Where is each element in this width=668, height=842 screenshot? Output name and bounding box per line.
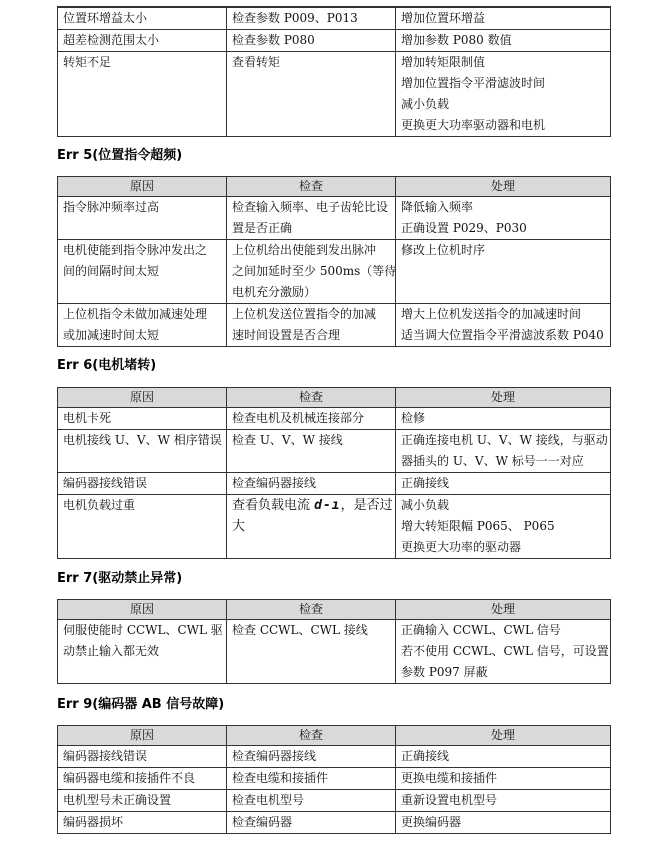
table-row	[58, 768, 611, 790]
header-cause: 原因	[58, 726, 227, 746]
cause-cell: 位置环增益太小	[58, 7, 227, 30]
header-cause: 原因	[58, 388, 227, 408]
check-cell: 检查电机及机械连接部分	[227, 408, 396, 430]
check-cell: 查看负载电流 d-ı，是否过 大	[227, 495, 396, 559]
cause-cell: 电机负载过重	[58, 495, 227, 559]
check-cell: 检查输入频率、电子齿轮比设 置是否正确	[227, 197, 396, 240]
action-cell: 重新设置电机型号	[396, 790, 611, 812]
cause-cell: 伺服使能时 CCWL、CWL 驱 动禁止输入都无效	[58, 620, 227, 684]
check-cell: 检查编码器	[227, 812, 396, 834]
cause-cell: 编码器接线错误	[58, 746, 227, 768]
action-cell: 正确输入 CCWL、CWL 信号 若不使用 CCWL、CWL 信号，可设置 参数 P097 屏蔽	[396, 620, 611, 684]
header-action: 处理	[396, 726, 611, 746]
check-cell: 检查电缆和接插件	[227, 768, 396, 790]
check-cell: 检查 CCWL、CWL 接线	[227, 620, 396, 684]
err6-title: Err 6(电机堵转)	[57, 358, 157, 373]
check-cell: 检查 U、V、W 接线	[227, 430, 396, 473]
check-cell: 检查编码器接线	[227, 473, 396, 495]
action-cell: 增加位置环增益	[396, 7, 611, 30]
cause-cell: 电机接线 U、V、W 相序错误	[58, 430, 227, 473]
err7-table	[57, 599, 611, 684]
header-cause: 原因	[58, 177, 227, 197]
header-action: 处理	[396, 600, 611, 620]
table-row	[58, 495, 611, 559]
fault-table-continued	[57, 6, 611, 137]
cause-cell: 指令脉冲频率过高	[58, 197, 227, 240]
cause-cell: 电机型号未正确设置	[58, 790, 227, 812]
check-cell: 上位机发送位置指令的加减 速时间设置是否合理	[227, 304, 396, 347]
table-row	[58, 473, 611, 495]
cause-cell: 超差检测范围太小	[58, 30, 227, 52]
table-row	[58, 812, 611, 834]
table-row	[58, 620, 611, 684]
table-row	[58, 30, 611, 52]
action-cell: 降低输入频率 正确设置 P029、P030	[396, 197, 611, 240]
cause-cell: 电机使能到指令脉冲发出之 间的间隔时间太短	[58, 240, 227, 304]
action-cell: 增大上位机发送指令的加减速时间 适当调大位置指令平滑滤波系数 P040	[396, 304, 611, 347]
table-row	[58, 746, 611, 768]
table-header-row	[58, 726, 611, 746]
table-row	[58, 408, 611, 430]
table-row	[58, 7, 611, 30]
err9-table	[57, 725, 611, 834]
action-cell: 正确连接电机 U、V、W 接线，与驱动 器插头的 U、V、W 标号一一对应	[396, 430, 611, 473]
table-header-row	[58, 388, 611, 408]
table-row	[58, 790, 611, 812]
table-row	[58, 197, 611, 240]
check-cell: 检查参数 P080	[227, 30, 396, 52]
err5-title: Err 5(位置指令超频)	[57, 148, 183, 163]
header-cause: 原因	[58, 600, 227, 620]
err5-table	[57, 176, 611, 347]
err7-title: Err 7(驱动禁止异常)	[57, 571, 183, 586]
check-cell: 查看转矩	[227, 52, 396, 137]
action-cell: 检修	[396, 408, 611, 430]
header-check: 检查	[227, 177, 396, 197]
cause-cell: 上位机指令未做加减速处理 或加减速时间太短	[58, 304, 227, 347]
cause-cell: 转矩不足	[58, 52, 227, 137]
check-text: 查看负载电流	[232, 498, 311, 513]
action-cell: 增加转矩限制值 增加位置指令平滑滤波时间 减小负载 更换更大功率驱动器和电机	[396, 52, 611, 137]
action-cell: 正确接线	[396, 473, 611, 495]
header-check: 检查	[227, 726, 396, 746]
action-cell: 减小负载 增大转矩限幅 P065、 P065 更换更大功率的驱动器	[396, 495, 611, 559]
err6-table	[57, 387, 611, 559]
check-text-suffix: ，是否过	[340, 498, 393, 513]
action-cell: 更换电缆和接插件	[396, 768, 611, 790]
err9-title: Err 9(编码器 AB 信号故障)	[57, 697, 225, 712]
cause-cell: 编码器接线错误	[58, 473, 227, 495]
cause-cell: 编码器电缆和接插件不良	[58, 768, 227, 790]
table-row	[58, 52, 611, 137]
check-cell: 检查编码器接线	[227, 746, 396, 768]
action-cell: 增加参数 P080 数值	[396, 30, 611, 52]
header-check: 检查	[227, 388, 396, 408]
cause-cell: 编码器损坏	[58, 812, 227, 834]
header-check: 检查	[227, 600, 396, 620]
table-row	[58, 304, 611, 347]
table-header-row	[58, 177, 611, 197]
header-action: 处理	[396, 388, 611, 408]
cause-cell: 电机卡死	[58, 408, 227, 430]
display-code: d-ı	[314, 498, 341, 513]
check-cell: 检查电机型号	[227, 790, 396, 812]
action-cell: 更换编码器	[396, 812, 611, 834]
table-row	[58, 430, 611, 473]
action-cell: 修改上位机时序	[396, 240, 611, 304]
check-cell: 上位机给出使能到发出脉冲 之间加延时至少 500ms（等待 电机充分激励）	[227, 240, 396, 304]
action-cell: 正确接线	[396, 746, 611, 768]
table-row	[58, 240, 611, 304]
header-action: 处理	[396, 177, 611, 197]
check-cell: 检查参数 P009、P013	[227, 7, 396, 30]
table-header-row	[58, 600, 611, 620]
